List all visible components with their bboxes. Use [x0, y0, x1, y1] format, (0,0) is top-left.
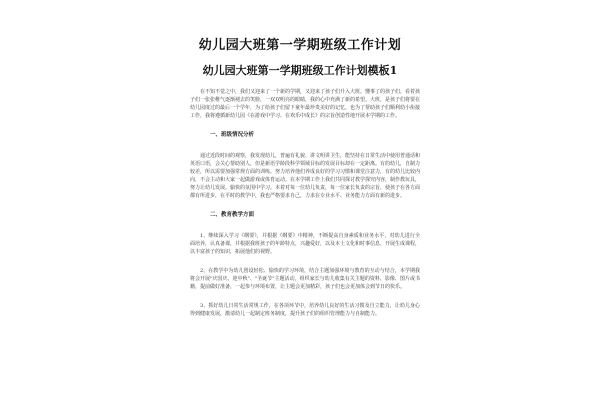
section-heading-class-analysis: 一、班级情况分析	[210, 132, 255, 138]
intro-paragraph: 在不知不觉之中，我们又迎来了一个新的学期，又迎来了孩子们升入大班。懂事了的孩子们，看着孩子们一张张稚气逐渐褪去的笑脸，一双双明亮的眼睛，我的心中充满了新的希望。大班，是孩子们将要在幼儿园度过的最后一个学年，为了给孩子们留下童年最珍贵美好的记忆，也为了帮助孩子们顺利幼小衔接工作，我将遵循新幼儿园《在游戏中学习、在欢乐中成长》的宗旨创造性地开展本学期的工作。	[190, 89, 421, 119]
section-heading-teaching: 二、教育教学方面	[210, 212, 255, 218]
class-analysis-paragraph: 通过近段时间的观察，我发现幼儿，普遍有礼貌、讲文明讲卫生，能坚持在日常生活中使用普通话和英语口语，会关心帮助别人，但是新语学龄段科学领域目标的发展目标却在一定距离。有的幼儿，自制力较差，所以需要加强常规方面的训练。努力培养他们养成良好的学习习惯和课堂注意力，有的幼儿比较内向，不会主动和大家一起做游戏或体育运动。在本学期工作上我们共同探讨教学探究内容，制作教玩具，努力让幼儿发展。愉快的氛围中学习。本着对每一位幼儿负责，每一位家长负责的宗旨，使孩子在各方面都有所进步，在平时的教学中，我也严格要求自己，力求在专业水平、业务能力方面有新的进步。	[190, 153, 421, 199]
teaching-item-2: 2、在教学中为幼儿创设轻松、愉快的学习环境，结合主题加强环境与教育的互动与结合，本学期我将会开展"庆国庆、迎中秋"、"圣诞节"主题活动，组织家长与幼儿收集有关主题的资料、影像、图片或书籍，提前做好准备，一起参与环境布置，让主题会更加精彩，孩子们也会更加体会到节日的快乐。	[190, 268, 420, 290]
document-body	[190, 88, 420, 329]
document-title: 幼儿园大班第一学期班级工作计划	[198, 38, 402, 53]
document-subtitle: 幼儿园大班第一学期班级工作计划模板1	[202, 64, 398, 77]
teaching-item-3: 3、抓好幼儿日常生活常规工作，在各项环节中，培养幼儿良好的生活习惯及自立能力，让幼儿身心得到健康发展，激请幼儿一起制定班务制度，提升孩子们的组织管理能力与自制能力。	[190, 303, 420, 317]
teaching-item-1: 1、继续深入学习《纲要》，并根据《纲要》中精神，不断提高自身素质和业务水平，对幼儿进行全面培养，认真备课，并根据我班孩子的年龄特点，兴趣爱好，以及本土文化和时事信息，开展生成课程，以丰富孩子的知识，拓展他们的视野。	[190, 233, 421, 255]
